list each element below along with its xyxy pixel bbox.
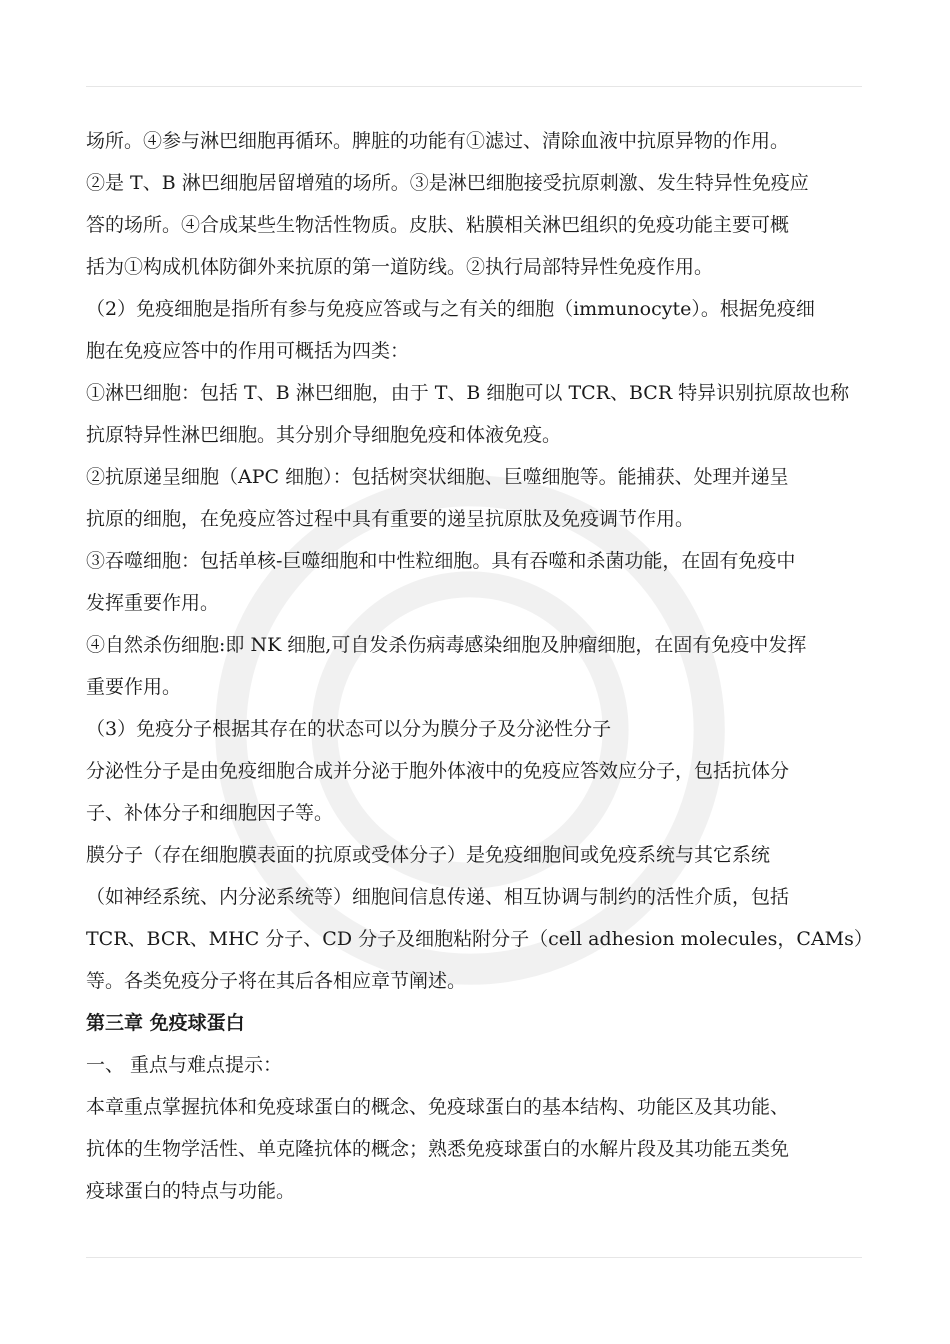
summary-line: 本章重点掌握抗体和免疫球蛋白的概念、免疫球蛋白的基本结构、功能区及其功能、	[86, 1096, 790, 1118]
text-line: （2）免疫细胞是指所有参与免疫应答或与之有关的细胞（immunocyte）。根据免疫细	[86, 298, 815, 320]
footer-rule	[86, 1257, 862, 1258]
text-line: 膜分子（存在细胞膜表面的抗原或受体分子）是免疫细胞间或免疫系统与其它系统	[86, 844, 771, 866]
text-line: 分泌性分子是由免疫细胞合成并分泌于胞外体液中的免疫应答效应分子，包括抗体分	[86, 760, 790, 782]
text-line: 抗原特异性淋巴细胞。其分别介导细胞免疫和体液免疫。	[86, 424, 562, 446]
text-line: （如神经系统、内分泌系统等）细胞间信息传递、相互协调与制约的活性介质，包括	[86, 886, 790, 908]
summary-line: 疫球蛋白的特点与功能。	[86, 1180, 296, 1202]
text-line: TCR、BCR、MHC 分子、CD 分子及细胞粘附分子（cell adhesion molecules，CAMs）	[86, 928, 873, 950]
text-line: 胞在免疫应答中的作用可概括为四类：	[86, 340, 410, 362]
text-line: 子、补体分子和细胞因子等。	[86, 802, 334, 824]
text-line: ②是 T、B 淋巴细胞居留增殖的场所。③是淋巴细胞接受抗原刺激、发生特异性免疫应	[86, 172, 809, 194]
header-rule	[86, 86, 862, 87]
text-line: ①淋巴细胞：包括 T、B 淋巴细胞，由于 T、B 细胞可以 TCR、BCR 特异识别抗原故也称	[86, 382, 850, 404]
text-line: ②抗原递呈细胞（APC 细胞）：包括树突状细胞、巨噬细胞等。能捕获、处理并递呈	[86, 466, 789, 488]
text-line: 答的场所。④合成某些生物活性物质。皮肤、粘膜相关淋巴组织的免疫功能主要可概	[86, 214, 790, 236]
text-line: 抗原的细胞，在免疫应答过程中具有重要的递呈抗原肽及免疫调节作用。	[86, 508, 695, 530]
chapter-title: 第三章 免疫球蛋白	[86, 1012, 245, 1034]
text-line: ③吞噬细胞：包括单核-巨噬细胞和中性粒细胞。具有吞噬和杀菌功能，在固有免疫中	[86, 550, 796, 572]
text-line: ④自然杀伤细胞:即 NK 细胞,可自发杀伤病毒感染细胞及肿瘤细胞，在固有免疫中发挥	[86, 634, 807, 656]
document-body	[86, 120, 873, 1212]
text-line: 重要作用。	[86, 676, 182, 698]
text-line: 发挥重要作用。	[86, 592, 220, 614]
text-line: 等。各类免疫分子将在其后各相应章节阐述。	[86, 970, 467, 992]
text-line: 场所。④参与淋巴细胞再循环。脾脏的功能有①滤过、清除血液中抗原异物的作用。	[86, 130, 790, 152]
text-line: （3）免疫分子根据其存在的状态可以分为膜分子及分泌性分子	[86, 718, 612, 740]
summary-line: 抗体的生物学活性、单克隆抗体的概念；熟悉免疫球蛋白的水解片段及其功能五类免	[86, 1138, 790, 1160]
text-line: 括为①构成机体防御外来抗原的第一道防线。②执行局部特异性免疫作用。	[86, 256, 714, 278]
section-heading: 一、 重点与难点提示：	[86, 1054, 283, 1076]
